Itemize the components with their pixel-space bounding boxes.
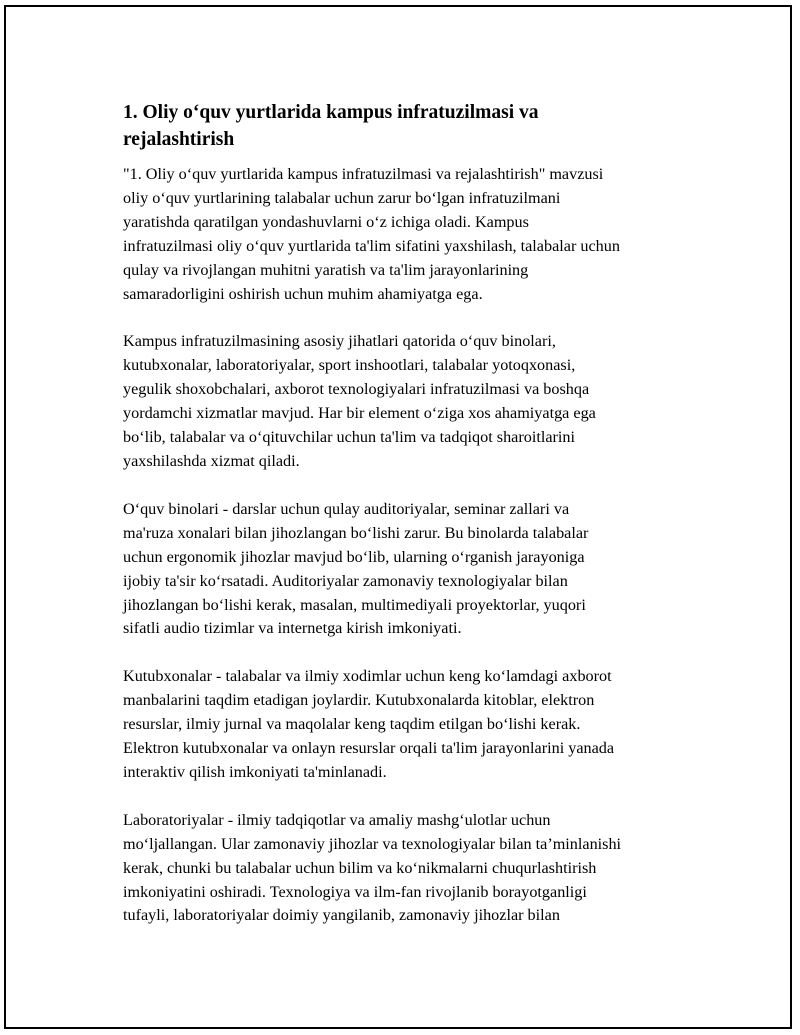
text-line: tufayli, laboratoriyalar doimiy yangilanib, zamonaviy jihozlar bilan <box>123 906 560 925</box>
text-line: interaktiv qilish imkoniyati ta'minlanadi. <box>123 762 387 781</box>
text-line: imkoniyatini oshiradi. Texnologiya va ilm-fan rivojlanib borayotganligi <box>123 882 587 901</box>
text-line: bo‘lib, talabalar va o‘qituvchilar uchun ta'lim va tadqiqot sharoitlarini <box>123 428 575 447</box>
text-line: Kampus infratuzilmasining asosiy jihatlari qatorida o‘quv binolari, <box>123 332 556 351</box>
paragraph-infrastructure <box>123 330 698 473</box>
text-line: yaratishda qaratilgan yondashuvlarni o‘z ichiga oladi. Kampus <box>123 212 529 231</box>
text-line: Elektron kutubxonalar va onlayn resurslar orqali ta'lim jarayonlarini yanada <box>123 739 615 758</box>
text-line: jihozlangan bo‘lishi kerak, masalan, multimediyali proyektorlar, yuqori <box>123 595 586 614</box>
section-heading <box>123 99 698 153</box>
text-line: yegulik shoxobchalari, axborot texnologiyalari infratuzilmasi va boshqa <box>123 380 590 399</box>
paragraph-laboratories <box>123 809 698 929</box>
text-line: oliy o‘quv yurtlarining talabalar uchun zarur bo‘lgan infratuzilmani <box>123 188 561 207</box>
text-line: Kutubxonalar - talabalar va ilmiy xodimlar uchun keng ko‘lamdagi axborot <box>123 667 612 686</box>
text-line: resurslar, ilmiy jurnal va maqolalar keng taqdim etilgan bo‘lishi kerak. <box>123 715 581 734</box>
paragraph-intro <box>123 163 698 306</box>
text-line: yordamchi xizmatlar mavjud. Har bir element o‘ziga xos ahamiyatga ega <box>123 404 596 423</box>
document-body <box>123 99 698 952</box>
text-line: infratuzilmasi oliy o‘quv yurtlarida ta'lim sifatini yaxshilash, talabalar uchun <box>123 236 620 255</box>
text-line: Laboratoriyalar - ilmiy tadqiqotlar va amaliy mashg‘ulotlar uchun <box>123 810 551 829</box>
text-line: mo‘ljallangan. Ular zamonaviy jihozlar va texnologiyalar bilan ta’minlanishi <box>123 834 622 853</box>
text-line: "1. Oliy o‘quv yurtlarida kampus infratuzilmasi va rejalashtirish" mavzusi <box>123 165 604 183</box>
text-line: yaxshilashda xizmat qiladi. <box>123 451 300 470</box>
text-line: kutubxonalar, laboratoriyalar, sport inshootlari, talabalar yotoqxonasi, <box>123 356 576 375</box>
text-line: ma'ruza xonalari bilan jihozlangan bo‘lishi zarur. Bu binolarda talabalar <box>123 523 589 542</box>
text-line: sifatli audio tizimlar va internetga kirish imkoniyati. <box>123 619 462 638</box>
text-line: uchun ergonomik jihozlar mavjud bo‘lib, ularning o‘rganish jarayoniga <box>123 547 585 566</box>
heading-line: rejalashtirish <box>123 129 235 150</box>
text-line: samaradorligini oshirish uchun muhim ahamiyatga ega. <box>123 284 483 303</box>
heading-line: 1. Oliy o‘quv yurtlarida kampus infratuzilmasi va <box>123 102 539 123</box>
paragraph-libraries <box>123 665 698 785</box>
paragraph-buildings <box>123 498 698 641</box>
text-line: O‘quv binolari - darslar uchun qulay auditoriyalar, seminar zallari va <box>123 499 570 518</box>
text-line: qulay va rivojlangan muhitni yaratish va ta'lim jarayonlarining <box>123 260 529 279</box>
text-line: kerak, chunki bu talabalar uchun bilim va ko‘nikmalarni chuqurlashtirish <box>123 858 597 877</box>
page-frame <box>4 5 792 1029</box>
text-line: ijobiy ta'sir ko‘rsatadi. Auditoriyalar zamonaviy texnologiyalar bilan <box>123 571 568 590</box>
text-line: manbalarini taqdim etadigan joylardir. Kutubxonalarda kitoblar, elektron <box>123 691 595 710</box>
